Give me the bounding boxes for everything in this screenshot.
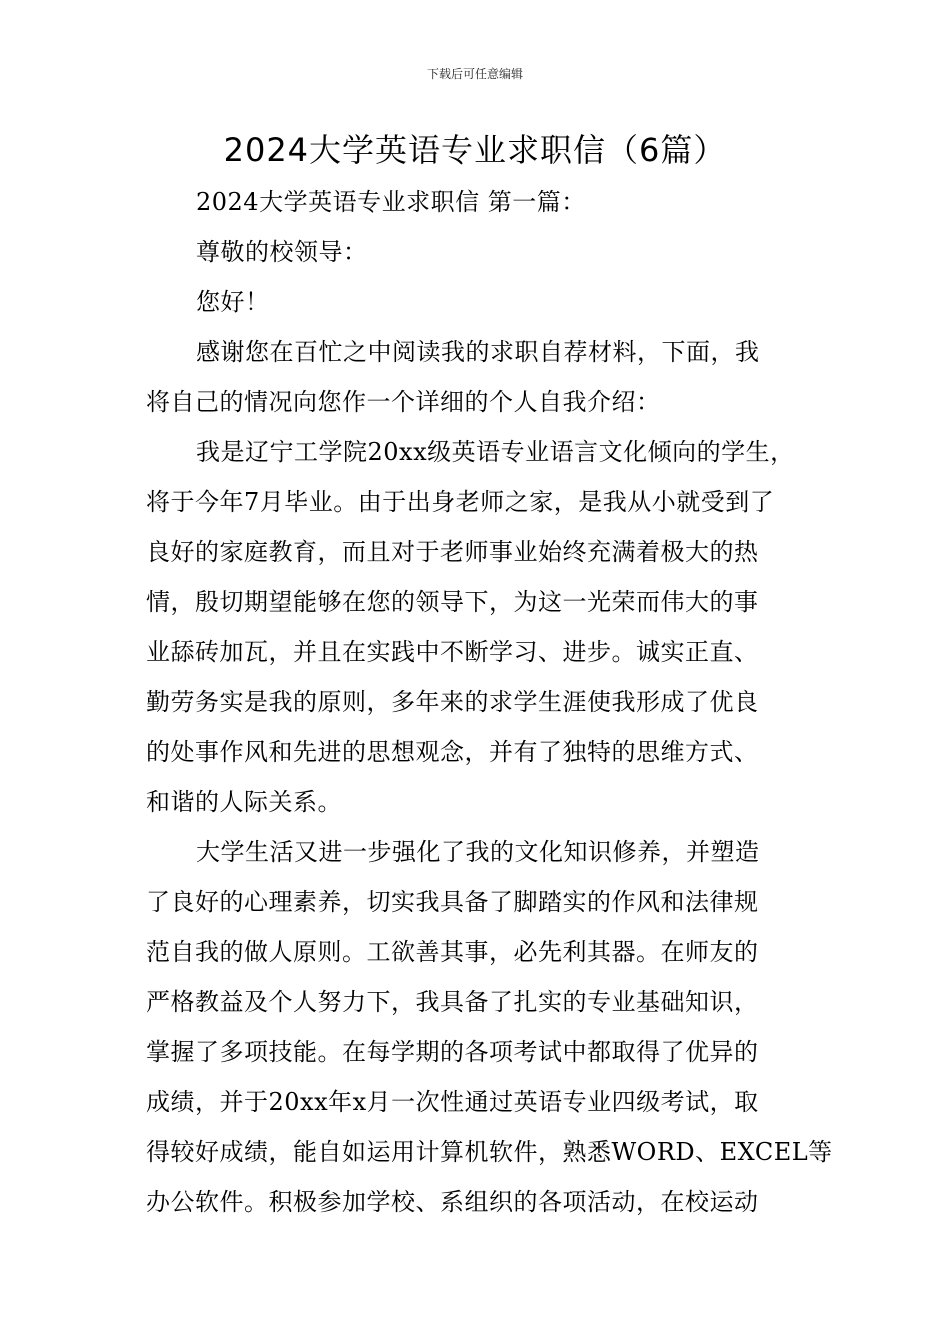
- paragraph-line: 将自己的情况向您作一个详细的个人自我介绍：: [146, 388, 661, 416]
- paragraph-line: 我是辽宁工学院20xx级英语专业语言文化倾向的学生，: [196, 438, 795, 466]
- salutation: 尊敬的校领导：: [196, 238, 368, 266]
- paragraph-line: 了良好的心理素养，切实我具备了脚踏实的作风和法律规: [146, 888, 759, 916]
- paragraph-line: 的处事作风和先进的思想观念，并有了独特的思维方式、: [146, 738, 759, 766]
- paragraph-line: 情，殷切期望能够在您的领导下，为这一光荣而伟大的事: [146, 588, 759, 616]
- paragraph-line: 将于今年7月毕业。由于出身老师之家，是我从小就受到了: [146, 488, 775, 516]
- paragraph-line: 和谐的人际关系。: [146, 788, 342, 816]
- paragraph-line: 掌握了多项技能。在每学期的各项考试中都取得了优异的: [146, 1038, 759, 1066]
- paragraph-line: 办公软件。积极参加学校、系组织的各项活动，在校运动: [146, 1188, 759, 1216]
- paragraph-line: 大学生活又进一步强化了我的文化知识修养，并塑造: [196, 838, 760, 866]
- document-title: 2024大学英语专业求职信（6篇）: [223, 131, 727, 169]
- paragraph-line: 勤劳务实是我的原则，多年来的求学生涯使我形成了优良: [146, 688, 759, 716]
- paragraph-line: 业舔砖加瓦，并且在实践中不断学习、进步。诚实正直、: [146, 638, 759, 666]
- greeting: 您好！: [196, 288, 270, 316]
- paragraph-line: 成绩，并于20xx年x月一次性通过英语专业四级考试，取: [146, 1088, 759, 1116]
- paragraph-line: 感谢您在百忙之中阅读我的求职自荐材料，下面，我: [196, 338, 760, 366]
- section-heading: 2024大学英语专业求职信 第一篇：: [196, 188, 586, 216]
- paragraph-line: 严格教益及个人努力下，我具备了扎实的专业基础知识，: [146, 988, 759, 1016]
- paragraph-line: 范自我的做人原则。工欲善其事，必先利其器。在师友的: [146, 938, 759, 966]
- paragraph-line: 得较好成绩，能自如运用计算机软件，熟悉WORD、EXCEL等: [146, 1138, 833, 1166]
- paragraph-line: 良好的家庭教育，而且对于老师事业始终充满着极大的热: [146, 538, 759, 566]
- header-note: 下载后可任意编辑: [426, 67, 523, 81]
